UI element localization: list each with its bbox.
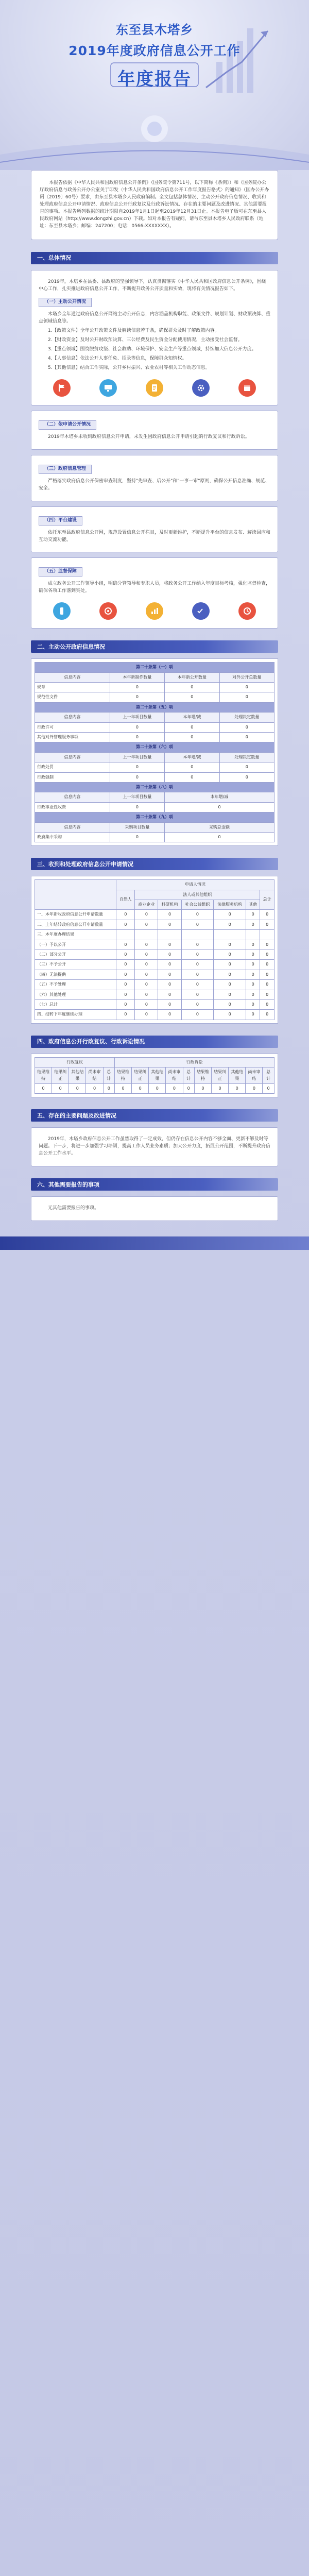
table-row: [35, 772, 274, 782]
section-1-banner: [31, 251, 278, 265]
cell: 0: [135, 990, 158, 999]
s3-legal-col: 其他: [246, 900, 260, 910]
s1-tag-3: （三）政府信息管理: [39, 465, 92, 474]
cell: 0: [260, 910, 274, 920]
t2-h3: 处理决定数量: [219, 713, 274, 722]
cell: 0: [135, 920, 158, 929]
cell: 0: [181, 970, 214, 979]
table-article-20-1: [35, 662, 274, 842]
t3-h2: 本年增/减: [165, 752, 219, 762]
s1-p3: 2.【财政资金】及时公开财政预决算、三公经费及民生资金分配使用情况，主动接受社会监督。: [48, 337, 243, 343]
section-1-icons: [39, 379, 270, 397]
cell: 规章: [35, 683, 110, 692]
cell: 0: [114, 1083, 131, 1093]
section-1-card-3: [31, 455, 278, 501]
s4-col: 结果纠正: [132, 1067, 149, 1084]
table-row: [35, 722, 274, 732]
cell: 0: [181, 960, 214, 970]
table-row: [35, 999, 274, 1009]
s1-p10: 成立政务公开工作领导小组，明确分管领导和专职人员，将政务公开工作纳入年度目标考核，强化监督检查，确保各项工作落到实处。: [39, 581, 271, 594]
s3-head-apply: 申请人情况: [116, 880, 274, 890]
t5-title: 第二十条第（九）项: [35, 812, 274, 822]
report-header: [0, 0, 309, 170]
cell: 0: [135, 970, 158, 979]
cell: 0: [116, 999, 135, 1009]
cell: 0: [158, 910, 181, 920]
t3-title: 第二十条第（六）项: [35, 742, 274, 752]
cell: 0: [116, 940, 135, 950]
s4-review: 行政复议: [35, 1057, 115, 1067]
section-2-banner: [31, 640, 278, 653]
cell: 0: [194, 1083, 211, 1093]
s1-p7: 2019年木塔乡未收到政府信息公开申请，未发生因政府信息公开申请引起的行政复议和行政诉讼。: [48, 434, 250, 439]
cell: [214, 930, 246, 940]
cell: （四）无法提供: [35, 970, 116, 979]
cell: 0: [212, 1083, 229, 1093]
cell: 0: [246, 980, 260, 990]
t4-h2: 本年增/减: [165, 792, 274, 802]
target-icon: [99, 602, 117, 620]
document-icon: [146, 379, 163, 397]
section-4-title: 四、政府信息公开行政复议、行政诉讼情况: [31, 1036, 278, 1048]
s4-col: 结果维持: [35, 1067, 52, 1084]
section-1-card-5: [31, 557, 278, 629]
t3-h3: 处理决定数量: [219, 752, 274, 762]
section-3-table-wrap: [31, 876, 278, 1023]
intro-text: 本报告依据《中华人民共和国政府信息公开条例》（国务院令第711号，以下简称《条例》）和《国务院办公厅政府信息与政务公开办公室关于印发〈中华人民共和国政府信息公开工作年度报告格式〉的通知》（国办公开办函〔2019〕60号）要求，由东至县木塔乡人民政府编制。全文包括总体情况、主动公开政府信息情况、收到和处理政府信息公开申请情况、政府信息公开行政复议及行政诉讼情况、存在的主要问题及改进情况、其他需要报告的事项。本报告所列数据的统计期限自2019年1月1日起至2019年12月31日止。本报告电子版可在东至县人民政府网站（http://www.dongzhi.gov.cn）下载。如对本报告有疑问，请与东至县木塔乡人民政府联系（地址：东至县木塔乡；邮编：247200；电话：0566-XXXXXXX）。: [40, 180, 269, 229]
gear-icon: [192, 379, 210, 397]
cell: 0: [260, 980, 274, 990]
s4-lawsuit: 行政诉讼: [114, 1057, 274, 1067]
cell: 0: [135, 950, 158, 960]
cell: 规范性文件: [35, 692, 110, 702]
cell: 0: [246, 940, 260, 950]
t1-title: 第二十条第（一）项: [35, 663, 274, 672]
s3-head-legal: 法人或其他组织: [135, 890, 260, 900]
s4-col: 总计: [103, 1067, 114, 1084]
section-3-banner: [31, 857, 278, 871]
cell: 一、本年新收政府信息公开申请数量: [35, 910, 116, 920]
t5-h2: 采购总金额: [165, 822, 274, 832]
cell: 0: [110, 802, 164, 812]
header-title: 年度报告: [117, 69, 192, 90]
cell: 0: [181, 999, 214, 1009]
footer-band: [0, 1236, 309, 1250]
cell: 0: [246, 970, 260, 979]
table-applications: [35, 879, 274, 1020]
cell: 0: [132, 1083, 149, 1093]
cell: 0: [135, 980, 158, 990]
cell: [181, 930, 214, 940]
cell: 0: [116, 990, 135, 999]
table-row: [35, 920, 274, 929]
cell: [158, 930, 181, 940]
cell: 0: [260, 999, 274, 1009]
s3-head-natural: 自然人: [116, 890, 135, 910]
cell: 0: [246, 990, 260, 999]
t4-title: 第二十条第（八）项: [35, 782, 274, 792]
s3-legal-col: 商业企业: [135, 900, 158, 910]
cell: 0: [246, 950, 260, 960]
cell: [260, 930, 274, 940]
t1-h2: 本年新公开数量: [165, 672, 219, 682]
cell: 0: [158, 980, 181, 990]
cell: 0: [158, 990, 181, 999]
cell: （三）不予公开: [35, 960, 116, 970]
s1-p4: 3.【重点领域】围绕脱贫攻坚、社会救助、环境保护、安全生产等重点领域，持续加大信息公开力度。: [48, 347, 256, 352]
cell: 0: [181, 1010, 214, 1020]
s3-table-body: [35, 910, 274, 1020]
s4-col: 总计: [263, 1067, 274, 1084]
cell: 0: [110, 722, 164, 732]
s4-col: 结果纠正: [52, 1067, 69, 1084]
t2-title: 第二十条第（五）项: [35, 702, 274, 712]
t1-h0: 信息内容: [35, 672, 110, 682]
cell: 0: [158, 970, 181, 979]
t2-h2: 本年增/减: [165, 713, 219, 722]
table-review-lawsuit: [35, 1057, 274, 1094]
cell: 0: [135, 960, 158, 970]
s1-p1: 木塔乡全年通过政府信息公开网站主动公开信息，内容涵盖机构职能、政策文件、规划计划、财政预决算、重点领域信息等。: [39, 312, 271, 325]
t4-h0: 信息内容: [35, 792, 110, 802]
t4-h1: 上一年项目数量: [110, 792, 164, 802]
cell: 0: [219, 692, 274, 702]
table-row: [35, 762, 274, 772]
s4-col: 尚未审结: [86, 1067, 103, 1084]
cell: 0: [116, 1010, 135, 1020]
table-row: [35, 802, 274, 812]
cell: 0: [219, 732, 274, 742]
cell: 0: [246, 910, 260, 920]
cell: 行政事业性收费: [35, 802, 110, 812]
cell: 二、上年结转政府信息公开申请数量: [35, 920, 116, 929]
cell: 0: [158, 940, 181, 950]
cell: [135, 930, 158, 940]
s1-tag-2: （二）依申请公开情况: [39, 420, 96, 430]
cell: 0: [181, 940, 214, 950]
clock-icon: [238, 602, 256, 620]
s6-p1: 无其他需要报告的事项。: [48, 1206, 99, 1211]
s1-tag-1: （一）主动公开情况: [39, 298, 92, 307]
table-row: [35, 980, 274, 990]
cell: 0: [181, 910, 214, 920]
table-row: [35, 732, 274, 742]
section-5-banner: [31, 1109, 278, 1122]
s5-p1: 2019年，木塔乡政府信息公开工作虽然取得了一定成效，但仍存在信息公开内容不够全面、更新不够及时等问题。下一步，将进一步加强学习培训，提高工作人员业务素质；加大公开力度，拓展公开范围，不断提升政府信息公开工作水平。: [39, 1137, 271, 1157]
cell: 0: [181, 950, 214, 960]
cell: 0: [229, 1083, 246, 1093]
cell: 行政处罚: [35, 762, 110, 772]
section-6-banner: [31, 1178, 278, 1191]
s4-col: 其他结果: [149, 1067, 166, 1084]
cell: 0: [116, 970, 135, 979]
cell: 0: [219, 772, 274, 782]
cell: 0: [110, 732, 164, 742]
section-1-card: [31, 270, 278, 405]
phone-icon: [53, 602, 71, 620]
cell: 0: [214, 990, 246, 999]
cell: [116, 930, 135, 940]
cell: 0: [35, 1083, 52, 1093]
cell: 0: [214, 960, 246, 970]
section-1-card-4: [31, 506, 278, 553]
cell: 0: [110, 683, 164, 692]
cell: 三、本年度办理结果: [35, 930, 116, 940]
cell: 0: [135, 940, 158, 950]
calendar-icon: [238, 379, 256, 397]
cell: （七）总计: [35, 999, 116, 1009]
cell: 0: [69, 1083, 86, 1093]
table-row: [35, 990, 274, 999]
cell: 0: [165, 732, 219, 742]
header-org: 东至县木塔乡: [116, 23, 193, 37]
cell: 0: [86, 1083, 103, 1093]
s4-col: 其他结果: [69, 1067, 86, 1084]
section-4-table-wrap: [31, 1054, 278, 1098]
header-subtitle: 2019年度政府信息公开工作: [68, 43, 241, 58]
monitor-icon: [99, 379, 117, 397]
section-2-tables: [31, 658, 278, 846]
cell: 0: [181, 920, 214, 929]
s1-p6: 5.【其他信息】结合工作实际，公开乡村振兴、农业农村等相关工作动态信息。: [48, 365, 210, 370]
cell: 0: [246, 1083, 263, 1093]
s1-p8: 严格落实政府信息公开保密审查制度，坚持"先审查、后公开"和"一事一审"原则，确保公开信息准确、规范、安全。: [39, 478, 270, 491]
cell: （五）不予处理: [35, 980, 116, 990]
cell: 0: [166, 1083, 183, 1093]
s3-corner: [35, 880, 116, 910]
section-1-card-2: [31, 411, 278, 450]
table-row: [35, 832, 274, 842]
cell: 0: [246, 960, 260, 970]
table-row: [35, 910, 274, 920]
cell: 0: [135, 1010, 158, 1020]
s4-col-row: [35, 1067, 274, 1084]
cell: 0: [116, 960, 135, 970]
s3-legal-col: 科研机构: [158, 900, 181, 910]
cell: 0: [116, 950, 135, 960]
cell: 0: [158, 999, 181, 1009]
s3-legal-col: 社会公益组织: [181, 900, 214, 910]
cell: 0: [183, 1083, 194, 1093]
cell: 0: [110, 692, 164, 702]
cell: 0: [149, 1083, 166, 1093]
section-6-title: 六、其他需要报告的事项: [31, 1178, 278, 1191]
s1-p9: 依托东至县政府信息公开网，规范设置信息公开栏目，及时更新维护，不断提升平台的信息发布、解读回应和互动交流功能。: [39, 530, 271, 543]
table-row: [35, 692, 274, 702]
table-row: [35, 930, 274, 940]
s4-col: 结果维持: [114, 1067, 131, 1084]
cell: （六）其他处理: [35, 990, 116, 999]
cell: 0: [165, 762, 219, 772]
section-1-title: 一、总体情况: [31, 252, 278, 264]
cell: 0: [214, 910, 246, 920]
cell: 0: [246, 1010, 260, 1020]
cell: 0: [214, 950, 246, 960]
cell: 0: [260, 950, 274, 960]
s1-p2: 1.【政策文件】全年公开政策文件及解读信息若干条，确保群众及时了解政策内容。: [48, 328, 219, 334]
cell: 0: [263, 1083, 274, 1093]
cell: 0: [52, 1083, 69, 1093]
table-row: [35, 1010, 274, 1020]
cell: 0: [246, 999, 260, 1009]
cell: 0: [116, 910, 135, 920]
cell: 0: [158, 950, 181, 960]
t2-h0: 信息内容: [35, 713, 110, 722]
cell: 0: [103, 1083, 114, 1093]
t5-h0: 信息内容: [35, 822, 110, 832]
cell: （二）部分公开: [35, 950, 116, 960]
cell: 0: [165, 802, 274, 812]
cell: 0: [165, 772, 219, 782]
cell: 0: [165, 832, 274, 842]
cell: 0: [219, 722, 274, 732]
table-row: [35, 950, 274, 960]
cell: 0: [181, 990, 214, 999]
s1-tag-4: （四）平台建设: [39, 516, 82, 526]
s4-col: 其他结果: [229, 1067, 246, 1084]
cell: （一）予以公开: [35, 940, 116, 950]
cell: 0: [165, 683, 219, 692]
cell: 0: [165, 722, 219, 732]
checklist-icon: [192, 602, 210, 620]
s3-legal-col: 法律服务机构: [214, 900, 246, 910]
cell: 0: [260, 920, 274, 929]
cell: 0: [181, 980, 214, 990]
cell: 四、结转下年度继续办理: [35, 1010, 116, 1020]
cell: 0: [246, 920, 260, 929]
cell: 0: [219, 762, 274, 772]
section-5-title: 五、存在的主要问题及改进情况: [31, 1109, 278, 1122]
cell: 0: [116, 920, 135, 929]
cell: 0: [158, 1010, 181, 1020]
s4-col: 尚未审结: [166, 1067, 183, 1084]
cell: 0: [214, 920, 246, 929]
cell: 0: [116, 980, 135, 990]
intro-box: [31, 170, 278, 240]
table-row: [35, 683, 274, 692]
section-3-title: 三、收到和处理政府信息公开申请情况: [31, 858, 278, 870]
t3-h1: 上一年项目数量: [110, 752, 164, 762]
cell: 行政许可: [35, 722, 110, 732]
section-2-title: 二、主动公开政府信息情况: [31, 640, 278, 653]
t1-h3: 对外公开总数量: [219, 672, 274, 682]
t3-h0: 信息内容: [35, 752, 110, 762]
cell: 行政强制: [35, 772, 110, 782]
cell: 0: [219, 683, 274, 692]
t1-h1: 本年新制作数量: [110, 672, 164, 682]
cell: [246, 930, 260, 940]
section-5-card: [31, 1127, 278, 1166]
cell: 0: [214, 999, 246, 1009]
s3-head-total: 总计: [260, 890, 274, 910]
t5-h1: 采购项目数量: [110, 822, 164, 832]
table-row: [35, 970, 274, 979]
cell: 0: [260, 990, 274, 999]
cell: 0: [158, 960, 181, 970]
cell: 0: [110, 772, 164, 782]
cell: 0: [214, 980, 246, 990]
cell: 0: [135, 999, 158, 1009]
cell: 0: [214, 970, 246, 979]
cell: 0: [165, 692, 219, 702]
table-row: [35, 940, 274, 950]
cell: 0: [110, 762, 164, 772]
s4-col: 总计: [183, 1067, 194, 1084]
cell: 0: [260, 1010, 274, 1020]
s1-tag-5: （五）监督保障: [39, 567, 82, 577]
table-row: [35, 1083, 274, 1093]
cell: 0: [214, 940, 246, 950]
t2-h1: 上一年项目数量: [110, 713, 164, 722]
flag-icon: [53, 379, 71, 397]
s4-col: 结果纠正: [212, 1067, 229, 1084]
cell: 政府集中采购: [35, 832, 110, 842]
cell: 0: [110, 832, 164, 842]
s1-lead: 2019年，木塔乡在县委、县政府的坚强领导下，认真贯彻落实《中华人民共和国政府信息公开条例》，围绕中心工作，扎实推进政府信息公开工作，不断提升政务公开质量和实效，现将有关情况报告如下。: [39, 279, 266, 292]
cell: 0: [260, 960, 274, 970]
cell: 0: [158, 920, 181, 929]
s4-col: 尚未审结: [246, 1067, 263, 1084]
s1-p5: 4.【人事信息】依法公开人事任免、招录等信息，保障群众知情权。: [48, 356, 187, 362]
cell: 其他对外管理服务事项: [35, 732, 110, 742]
cell: 0: [135, 910, 158, 920]
cell: 0: [260, 940, 274, 950]
section-1-icons-2: [39, 602, 270, 620]
s4-col: 结果维持: [194, 1067, 211, 1084]
chart-icon: [146, 602, 163, 620]
section-4-banner: [31, 1035, 278, 1048]
cell: 0: [260, 970, 274, 979]
section-6-card: [31, 1196, 278, 1221]
cell: 0: [214, 1010, 246, 1020]
table-row: [35, 960, 274, 970]
